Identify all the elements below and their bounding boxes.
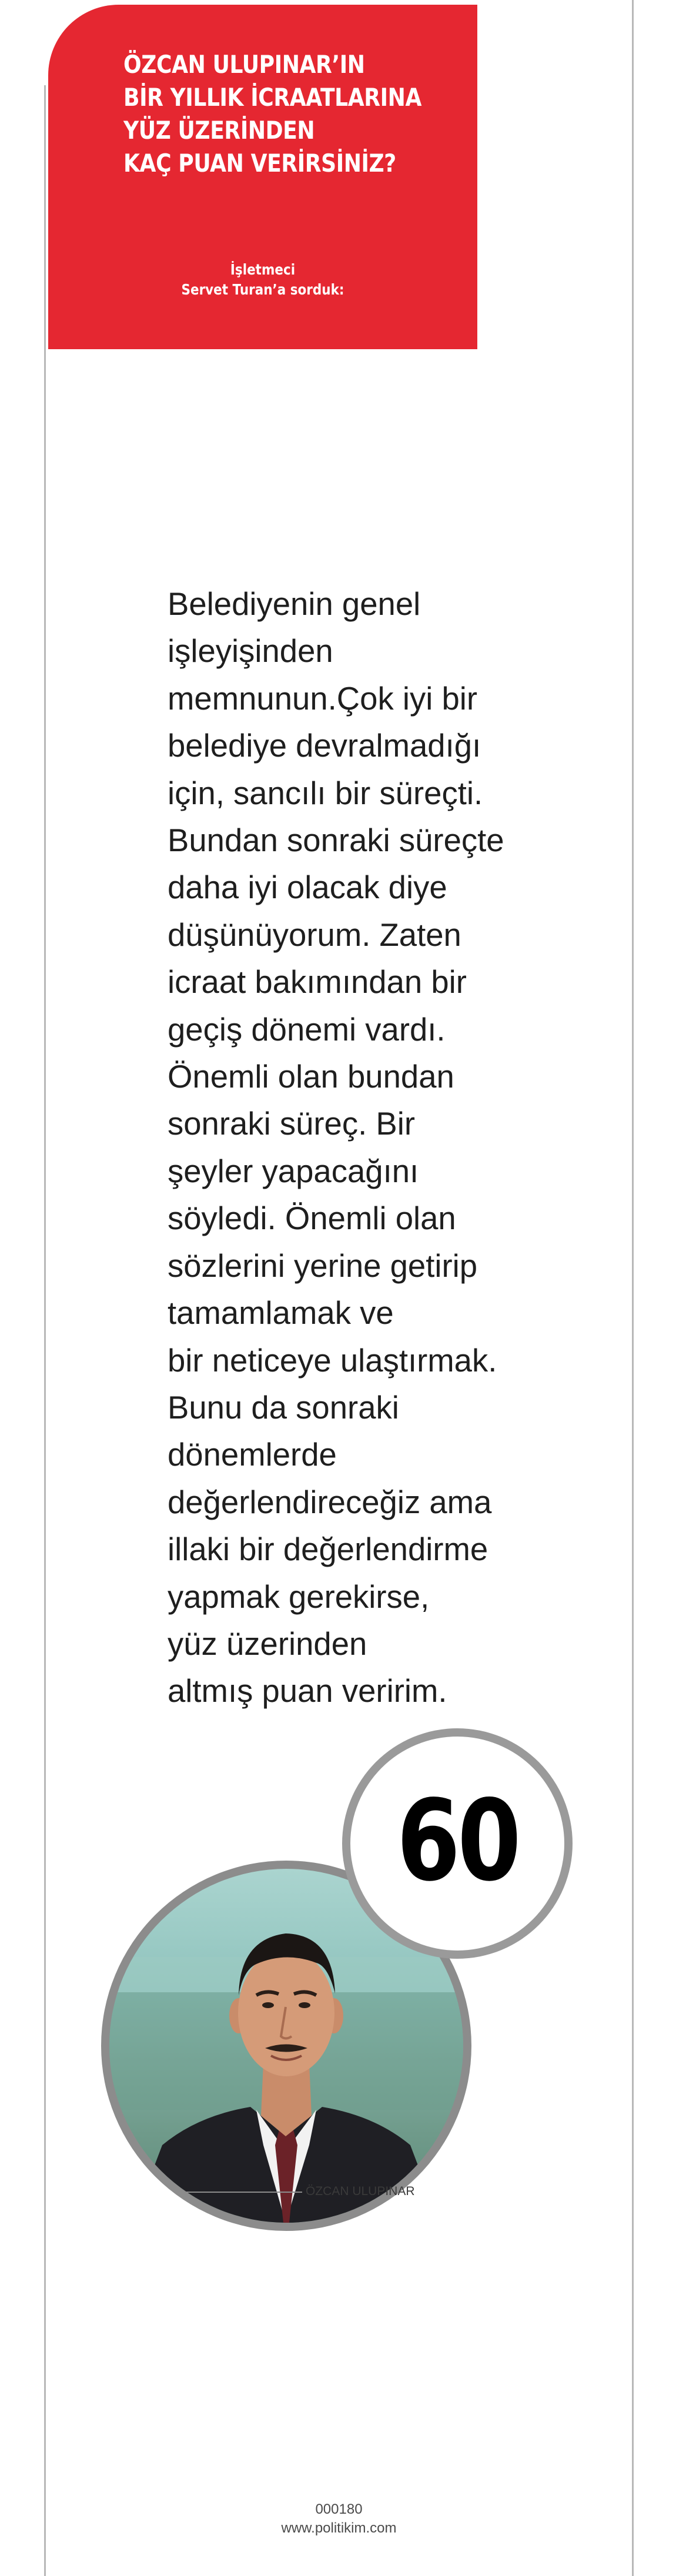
score-value: 60 <box>396 1776 518 1906</box>
answer-line: tamamlamak ve <box>168 1295 394 1332</box>
answer-line: yapmak gerekirse, <box>168 1578 430 1615</box>
answer-line: daha iyi olacak diye <box>168 869 447 906</box>
answer-line: düşünüyorum. Zaten <box>168 916 461 953</box>
score-badge <box>342 1728 573 1959</box>
photo-caption: ÖZCAN ULUPINAR <box>306 2184 415 2198</box>
answer-line: Belediyenin genel <box>168 586 421 622</box>
answer-line: Bundan sonraki süreçte <box>168 822 504 859</box>
caption-rule <box>174 2192 302 2193</box>
answer-line: söyledi. Önemli olan <box>168 1200 456 1237</box>
headline <box>123 48 421 180</box>
left-border-line <box>44 85 46 2576</box>
answer-line: dönemlerde <box>168 1437 337 1473</box>
right-border-line <box>632 0 634 2576</box>
footer <box>46 2500 632 2538</box>
score-badge-inner <box>350 1737 564 1951</box>
answer-line: yüz üzerinden <box>168 1625 367 1662</box>
answer-line: değerlendireceğiz ama <box>168 1484 492 1520</box>
answer-line: Önemli olan bundan <box>168 1059 454 1095</box>
answer-line: sözlerini yerine getirip <box>168 1247 478 1284</box>
answer-line: işleyişinden <box>168 633 333 670</box>
byline <box>48 260 477 300</box>
answer-line: memnunun.Çok iyi bir <box>168 680 478 717</box>
answer-line: belediye devralmadığı <box>168 728 481 764</box>
answer-line: için, sancılı bir süreçti. <box>168 775 483 811</box>
website-link[interactable]: www.politikim.com <box>281 2520 397 2536</box>
headline-line: ÖZCAN ULUPINAR’IN <box>123 50 365 79</box>
headline-line: KAÇ PUAN VERİRSİNİZ? <box>123 149 396 178</box>
headline-line: BİR YILLIK İCRAATLARINA <box>123 83 422 112</box>
answer-line: geçiş dönemi vardı. <box>168 1011 446 1048</box>
answer-line: illaki bir değerlendirme <box>168 1531 488 1568</box>
answer-line: bir neticeye ulaştırmak. <box>168 1342 497 1379</box>
answer-line: icraat bakımından bir <box>168 964 467 1001</box>
headline-line: YÜZ ÜZERİNDEN <box>123 116 315 145</box>
answer-line: şeyler yapacağını <box>168 1153 419 1189</box>
byline-role: İşletmeci <box>230 261 296 278</box>
answer-line: Bunu da sonraki <box>168 1389 399 1426</box>
page-code: 000180 <box>315 2501 363 2517</box>
answer-text <box>168 581 544 1715</box>
answer-line: altmış puan veririm. <box>168 1673 447 1709</box>
answer-line: sonraki süreç. Bir <box>168 1106 415 1142</box>
byline-name: Servet Turan’a sorduk: <box>181 281 344 298</box>
